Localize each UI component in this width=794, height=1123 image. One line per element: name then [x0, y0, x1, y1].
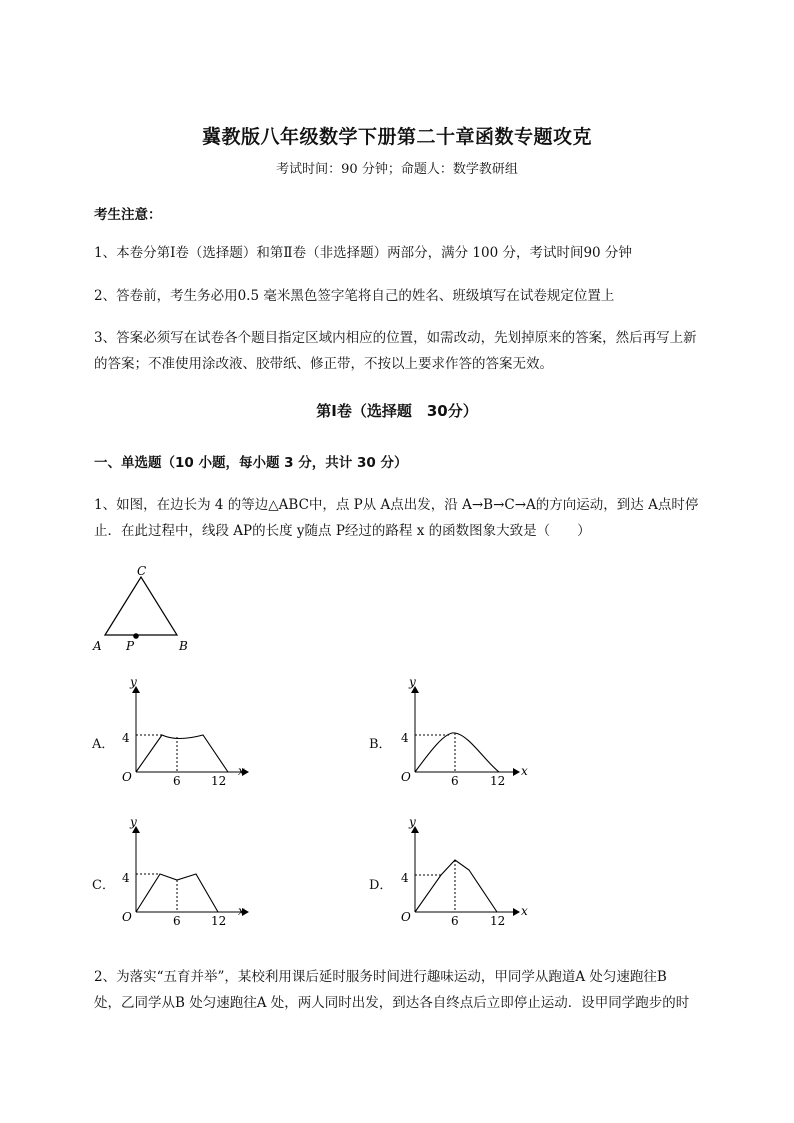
question-1-line-1: 1、如图，在边长为 4 的等边△ABC中，点 P从 A点出发，沿 A→B→C→A的方向运动，到达 A点时停 — [94, 497, 699, 513]
x-axis-label: x — [238, 904, 245, 918]
y-tick-4: 4 — [401, 871, 409, 885]
point-p-label: P — [126, 639, 135, 653]
option-c-graph[interactable] — [110, 815, 255, 930]
triangle-figure — [88, 560, 198, 660]
x-axis-arrow — [513, 908, 520, 916]
x-tick-6: 6 — [451, 914, 459, 928]
point-p-dot — [133, 633, 139, 639]
origin-label: O — [401, 910, 411, 924]
vertex-c-label: C — [137, 564, 147, 578]
x-axis-label: x — [238, 764, 245, 778]
x-tick-6: 6 — [173, 774, 181, 788]
x-tick-6: 6 — [451, 774, 459, 788]
question-2-line-1: 2、为落实“五育并举”，某校利用课后延时服务时间进行趣味运动，甲同学从跑道A 处匀速跑往B — [94, 969, 667, 985]
notice-heading: 考生注意： — [94, 207, 162, 223]
vertex-b-label: B — [179, 639, 188, 653]
x-tick-12: 12 — [211, 774, 227, 788]
option-a-label[interactable]: A． — [92, 737, 115, 752]
y-tick-4: 4 — [122, 871, 130, 885]
notice-item-1: 1、本卷分第Ⅰ卷（选择题）和第Ⅱ卷（非选择题）两部分，满分 100 分，考试时间90 分钟 — [94, 245, 632, 261]
x-tick-6: 6 — [173, 914, 181, 928]
function-curve — [415, 733, 499, 772]
origin-label: O — [122, 770, 132, 784]
triangle-abc — [105, 577, 177, 635]
question-2-line-2: 处，乙同学从B 处匀速跑往A 处，两人同时出发，到达各自终点后立即停止运动．设甲同学跑步的时 — [94, 995, 690, 1011]
y-tick-4: 4 — [122, 731, 130, 745]
section-title: 第Ⅰ卷（选择题 30分） — [316, 402, 478, 420]
y-axis-label: y — [130, 815, 137, 829]
page-title: 冀教版八年级数学下册第二十章函数专题攻克 — [201, 126, 592, 148]
y-tick-4: 4 — [401, 731, 409, 745]
vertex-a-label: A — [93, 639, 102, 653]
function-curve — [136, 735, 228, 772]
x-axis-label: x — [521, 904, 528, 918]
exam-info: 考试时间：90 分钟；命题人：数学教研组 — [276, 162, 518, 177]
option-d-graph[interactable] — [389, 815, 534, 930]
y-axis-label: y — [409, 675, 416, 689]
option-c-label[interactable]: C． — [92, 878, 115, 893]
x-axis-label: x — [521, 764, 528, 778]
notice-item-3: 3、答案必须写在试卷各个题目指定区域内相应的位置，如需改动，先划掉原来的答案，然后再写上新 — [94, 330, 697, 346]
option-a-graph[interactable] — [110, 675, 255, 790]
x-tick-12: 12 — [490, 914, 506, 928]
x-axis-arrow — [513, 768, 520, 776]
notice-item-3-cont: 的答案；不准使用涂改液、胶带纸、修正带，不按以上要求作答的答案无效。 — [94, 356, 553, 372]
origin-label: O — [401, 770, 411, 784]
x-tick-12: 12 — [211, 914, 227, 928]
y-axis-label: y — [130, 675, 137, 689]
origin-label: O — [122, 910, 132, 924]
option-d-label[interactable]: D． — [369, 878, 393, 893]
option-b-label[interactable]: B． — [369, 737, 392, 752]
y-axis-label: y — [409, 815, 416, 829]
option-b-graph[interactable] — [389, 675, 534, 790]
part-title: 一、单选题（10 小题，每小题 3 分，共计 30 分） — [94, 455, 408, 471]
function-curve — [415, 860, 497, 912]
x-tick-12: 12 — [490, 774, 506, 788]
notice-item-2: 2、答卷前，考生务必用0.5 毫米黑色签字笔将自己的姓名、班级填写在试卷规定位置上 — [94, 288, 615, 304]
question-1-line-2: 止．在此过程中，线段 AP的长度 y随点 P经过的路程 x 的函数图象大致是（ ） — [94, 523, 591, 539]
